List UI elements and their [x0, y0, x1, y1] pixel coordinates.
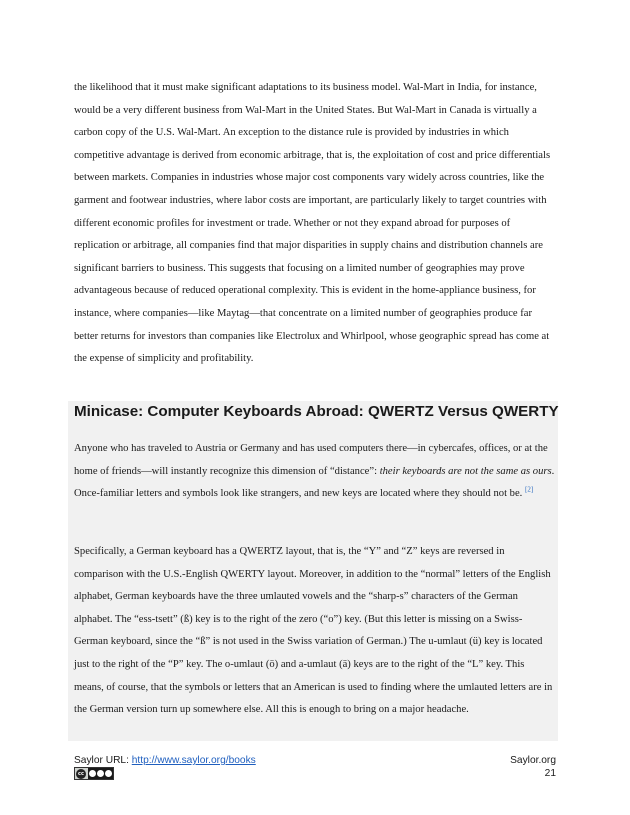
cc-sa-icon: [105, 770, 112, 777]
minicase-paragraph-2: Specifically, a German keyboard has a QWERTZ layout, that is, the “Y” and “Z” keys are reversed in comparison with the U.S.-English QWERTY layout. Moreover, in addition to the “normal” letters of the English alphabet, German keyboards have the three umlauted vowels and the “sharp-s” characters of the German alphabet. The “ess-tsett” (ß) key is to the right of the zero (“o”) key. (But this letter is missing on a Swiss-German keyboard, since the “ß” is not used in the Swiss variation of German.) The u-umlaut (ü) key is located just to the right of the “P” key. The o-umlaut (ö) and a-umlaut (ä) keys are to the right of the “L” key. This means, of course, that the symbols or letters that an American is used to finding where the umlauted letters are in the German version turn up somewhere else. All this is enough to bring on a major headache.: [74, 546, 553, 716]
cc-logo-icon: cc: [76, 769, 86, 779]
cc-license-icons: [88, 768, 113, 779]
footnote-link[interactable]: [2]: [524, 485, 534, 494]
footer-source: [74, 754, 256, 767]
cc-by-icon: [89, 770, 96, 777]
minicase-paragraph-1: [74, 438, 556, 506]
footer-source-label: Saylor URL:: [74, 755, 132, 766]
minicase-title: Minicase: Computer Keyboards Abroad: QWERTZ Versus QWERTY: [74, 403, 559, 420]
footer-site-info: [510, 754, 556, 780]
page-number: 21: [544, 768, 556, 779]
minicase-p1-emphasis: their keyboards are not the same as ours: [379, 465, 552, 477]
footer-source-link[interactable]: http://www.saylor.org/books: [131, 755, 256, 766]
intro-paragraph: the likelihood that it must make significant adaptations to its business model. Wal-Mart in India, for instance, would be a very different business from Wal-Mart in the United States. But Wal-Mart in Canada is virtually a carbon copy of the U.S. Wal-Mart. An exception to the distance rule is provided by industries in which competitive advantage is derived from economic arbitrage, that is, the exploitation of cost and price differentials between markets. Companies in industries whose major cost components vary widely across countries, like the garment and footwear industries, where labor costs are important, are particularly likely to target countries with different economic profiles for investment or trade. Whether or not they expand abroad for purposes of replication or arbitrage, all companies find that major disparities in supply chains and distribution channels are significant barriers to business. This suggests that focusing on a limited number of geographies may prove advantageous because of reduced operational complexity. This is evident in the home-appliance business, for instance, where companies—like Maytag—that concentrate on a limited number of geographies produce far better returns for investors than companies like Electrolux and Whirlpool, whose geographic spread has come at the expense of simplicity and profitability.: [74, 82, 551, 365]
minicase-box: [68, 401, 558, 741]
minicase-p1-text-end: . Once-familiar letters and symbols look like strangers, and new keys are located where they should not be.: [74, 465, 555, 500]
cc-nc-icon: [97, 770, 104, 777]
minicase-p1-text: Anyone who has traveled to Austria or Germany and has used computers there—in cybercafes, offices, or at the home of friends—will instantly recognize this dimension of “distance”:: [74, 443, 548, 477]
footer-site: Saylor.org: [510, 755, 556, 766]
creative-commons-icon: [74, 767, 114, 780]
